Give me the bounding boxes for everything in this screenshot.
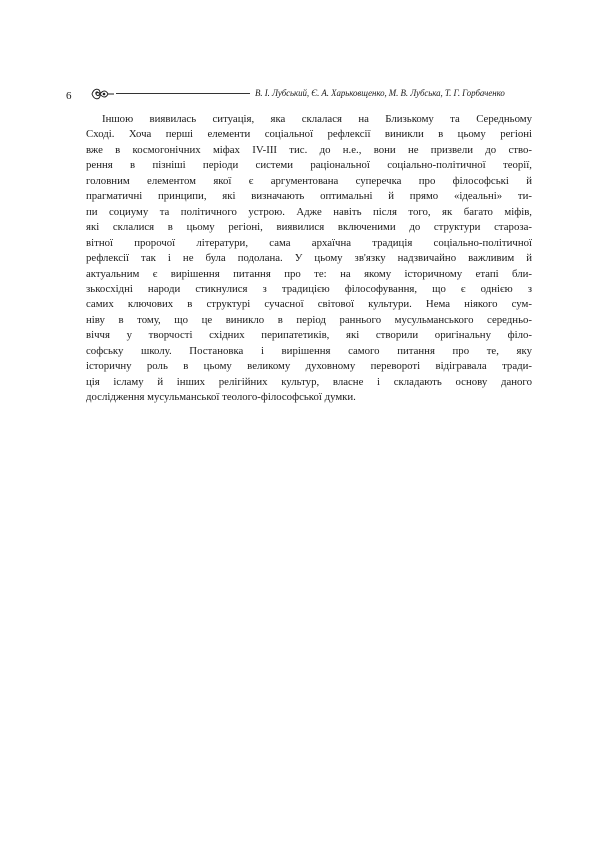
text-line: історичну роль в цьому великому духовному перевороті відігравала тради- (86, 360, 532, 373)
fleuron-icon (90, 86, 114, 102)
text-line: самих ключових в структурі сучасної світової культури. Нема ніякого сум- (86, 298, 532, 311)
text-line: ція ісламу й інших релігійних культур, власне і складають основу даного (86, 375, 532, 388)
body-paragraph (86, 112, 532, 406)
text-line: вітної пророчої літератури, сама архаїчна традиція соціально-політичної (86, 236, 532, 249)
text-line: які склалися в цьому регіоні, виявилися включеними до структури староза- (86, 221, 532, 234)
text-line: Сході. Хоча перші елементи соціальної рефлексії виникли в цьому регіоні (86, 128, 532, 141)
text-line: вже в космогонічних міфах IV-III тис. до н.е., вони не призвели до ство- (86, 143, 532, 156)
page-number: 6 (66, 90, 72, 102)
text-line: софську школу. Постановка і вирішення самого питання про те, яку (86, 344, 532, 357)
text-line: дослідження мусульманської теолого-філософської думки. (86, 391, 356, 404)
text-line: зькосхідні народи стикнулися з традицією філософування, що є однією з (86, 282, 532, 295)
text-line: головним елементом якої є аргументована суперечка про філософські й (86, 174, 532, 187)
text-line: рефлексії так і не була подолана. У цьому зв'язку надзвичайно важливим й (86, 252, 532, 265)
text-line: ніву в тому, що це виникло в період раннього мусульманського середньо- (86, 313, 532, 326)
text-line: віччя у творчості східних перипатетиків, які створили оригінальну філо- (86, 329, 532, 342)
header-rule (116, 93, 250, 94)
text-line: прагматичні принципи, які визначають оптимальні й прямо «ідеальні» ти- (86, 190, 532, 203)
text-line: пи социуму та політичного устрою. Адже навіть після того, як багато міфів, (86, 205, 532, 218)
text-line: рення в пізніші періоди системи раціональної соціально-політичної теорії, (86, 159, 532, 172)
text-line: Іншою виявилась ситуація, яка склалася на Близькому та Середньому (102, 113, 532, 125)
text-line: актуальним є вирішення питання про те: на якому історичному етапі бли- (86, 267, 532, 280)
running-head: В. І. Лубський, Є. А. Харьковщенко, М. В. Лубська, Т. Г. Горбаченко (255, 88, 505, 98)
